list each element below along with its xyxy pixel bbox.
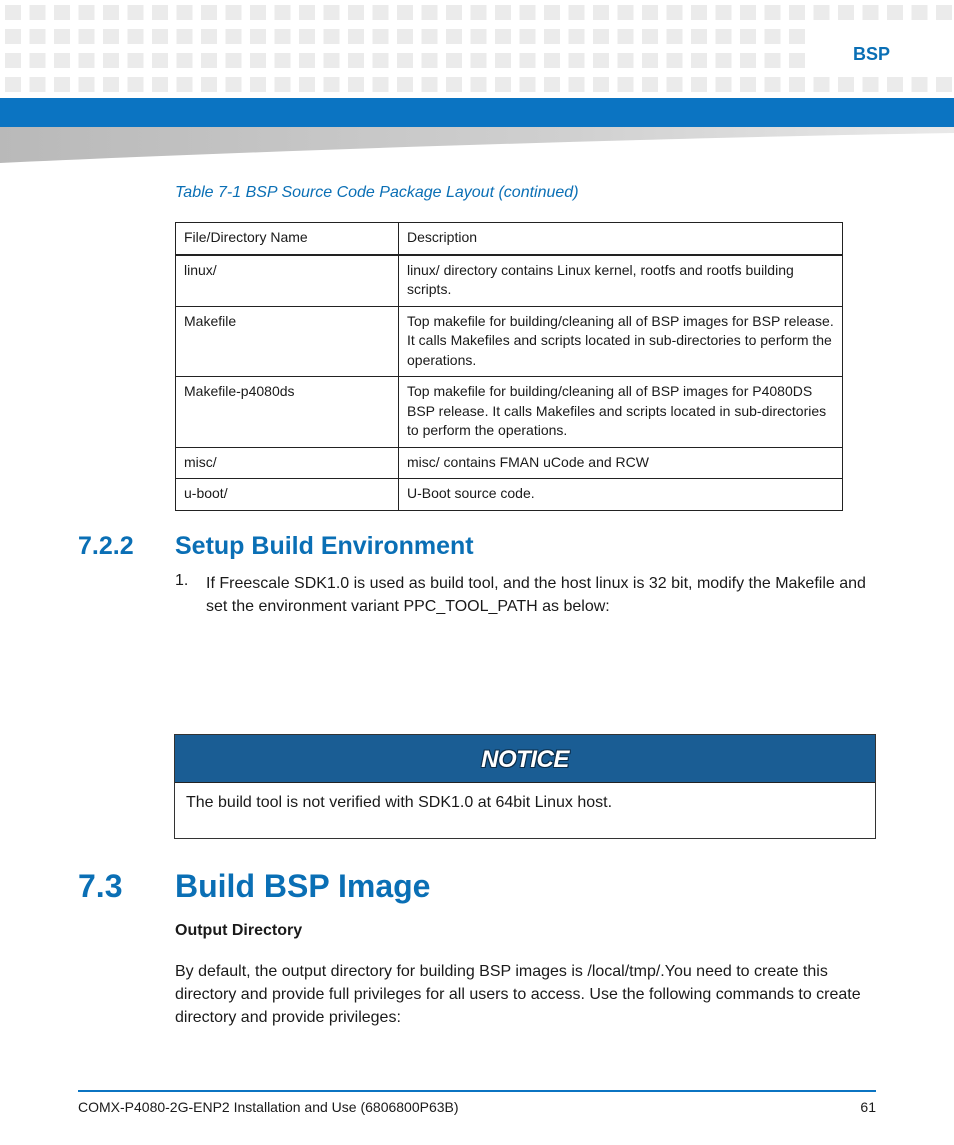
table-header-row [176, 223, 843, 255]
column-header-name: File/Directory Name [176, 223, 399, 255]
section-number-73: 7.3 [78, 868, 123, 904]
table-cell-description: Top makefile for building/cleaning all of BSP images for P4080DS BSP release. It calls Makefiles and scripts located in sub-directories to perform the operations. [399, 377, 843, 448]
header-blue-bar [0, 98, 954, 127]
subheading-output-directory: Output Directory [175, 922, 303, 939]
table-cell-description: misc/ contains FMAN uCode and RCW [399, 447, 843, 479]
table-cell-name: Makefile-p4080ds [176, 377, 399, 448]
section-title-722: Setup Build Environment [175, 532, 474, 560]
table-row [176, 447, 843, 479]
header-section-label: BSP [852, 44, 890, 64]
notice-box [174, 734, 876, 839]
page-number: 61 [860, 1099, 876, 1115]
table-cell-name: linux/ [176, 255, 399, 307]
table-cell-description: linux/ directory contains Linux kernel, rootfs and rootfs building scripts. [399, 255, 843, 307]
table-caption: Table 7-1 BSP Source Code Package Layout (continued) [175, 184, 579, 201]
section-title-73: Build BSP Image [175, 868, 431, 904]
table-row [176, 255, 843, 307]
bsp-layout-table [175, 222, 843, 511]
notice-header [175, 735, 875, 783]
column-header-description: Description [399, 223, 843, 255]
body-paragraph: By default, the output directory for building BSP images is /local/tmp/.You need to create this directory and provide full privileges for all users to access. Use the following commands to create directory and provide privileges: [175, 963, 861, 1026]
notice-text: The build tool is not verified with SDK1.0 at 64bit Linux host. [186, 794, 613, 811]
table-cell-description: Top makefile for building/cleaning all of BSP images for BSP release. It calls Makefiles and scripts located in sub-directories to perform the operations. [399, 306, 843, 377]
header-gray-swoosh [0, 127, 954, 164]
step-text: If Freescale SDK1.0 is used as build tool, and the host linux is 32 bit, modify the Makefile and set the environment variant PPC_TOOL_PATH as below: [206, 575, 866, 615]
section-number-722: 7.2.2 [78, 532, 134, 560]
table-row [176, 306, 843, 377]
table-row [176, 479, 843, 511]
notice-title: NOTICE [481, 746, 569, 773]
table-cell-name: misc/ [176, 447, 399, 479]
table-cell-name: u-boot/ [176, 479, 399, 511]
footer-rule [78, 1090, 876, 1092]
header-pattern [0, 0, 954, 96]
table-cell-description: U-Boot source code. [399, 479, 843, 511]
step-number: 1. [175, 572, 189, 589]
table-cell-name: Makefile [176, 306, 399, 377]
table-row [176, 377, 843, 448]
footer-doc-title: COMX-P4080-2G-ENP2 Installation and Use (6806800P63B) [78, 1099, 459, 1115]
